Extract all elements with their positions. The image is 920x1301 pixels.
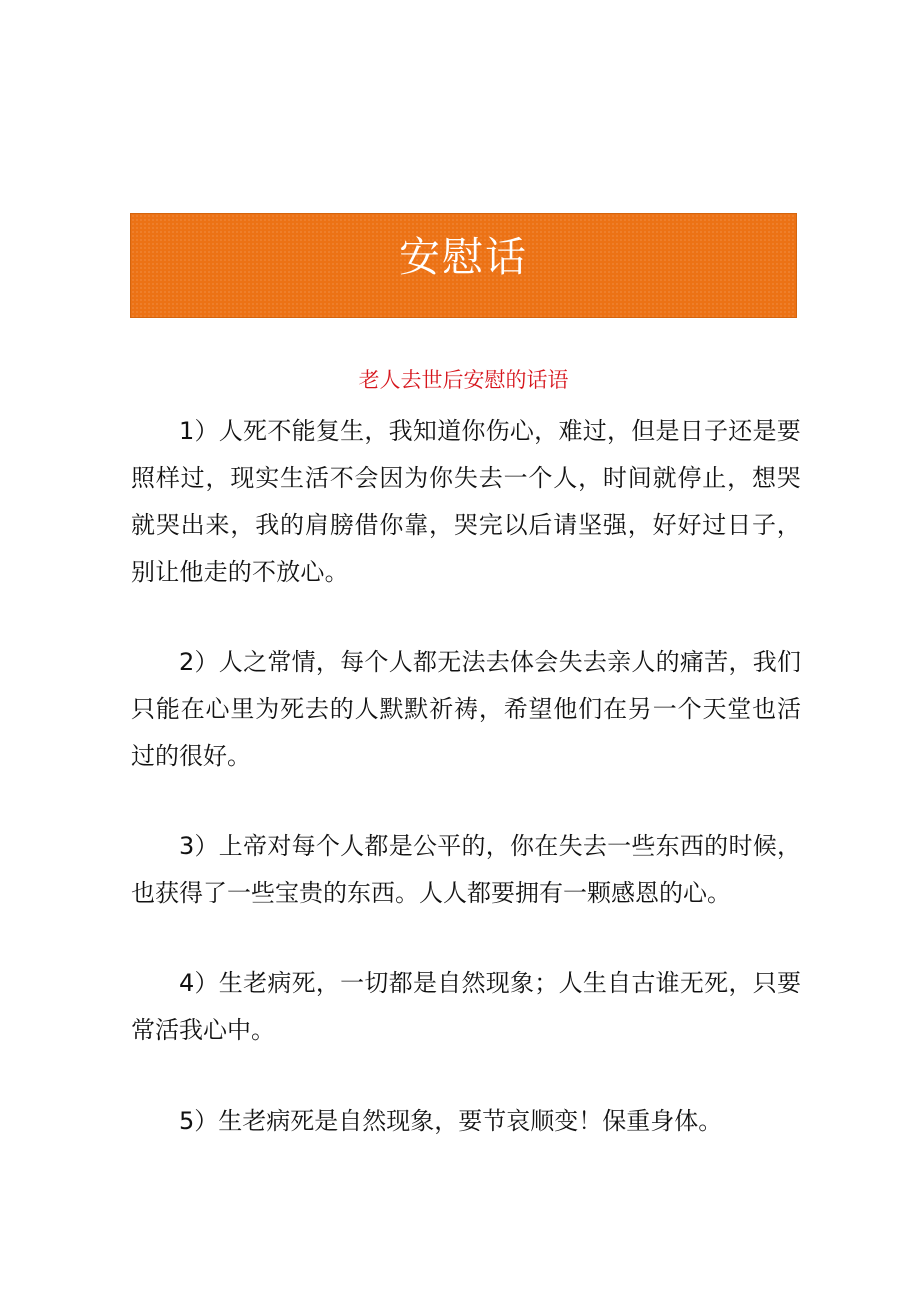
paragraph-3: 3）上帝对每个人都是公平的，你在失去一些东西的时候，也获得了一些宝贵的东西。人人都要拥有一颗感恩的心。: [131, 832, 801, 907]
title-banner: [130, 213, 797, 318]
paragraph-5: 5）生老病死是自然现象，要节哀顺变！保重身体。: [179, 1107, 723, 1135]
article-subtitle: 老人去世后安慰的话语: [358, 368, 569, 392]
paragraph-1: 1）人死不能复生，我知道你伤心，难过，但是日子还是要照样过，现实生活不会因为你失去一个人，时间就停止，想哭就哭出来，我的肩膀借你靠，哭完以后请坚强，好好过日子，别让他走的不放心。: [131, 417, 801, 586]
paragraph-2: 2）人之常情，每个人都无法去体会失去亲人的痛苦，我们只能在心里为死去的人默默祈祷，希望他们在另一个天堂也活过的很好。: [131, 648, 801, 770]
article-body: [131, 408, 801, 1188]
paragraph-4: 4）生老病死，一切都是自然现象；人生自古谁无死，只要常活我心中。: [131, 969, 801, 1044]
page-title: 安慰话: [399, 233, 528, 281]
